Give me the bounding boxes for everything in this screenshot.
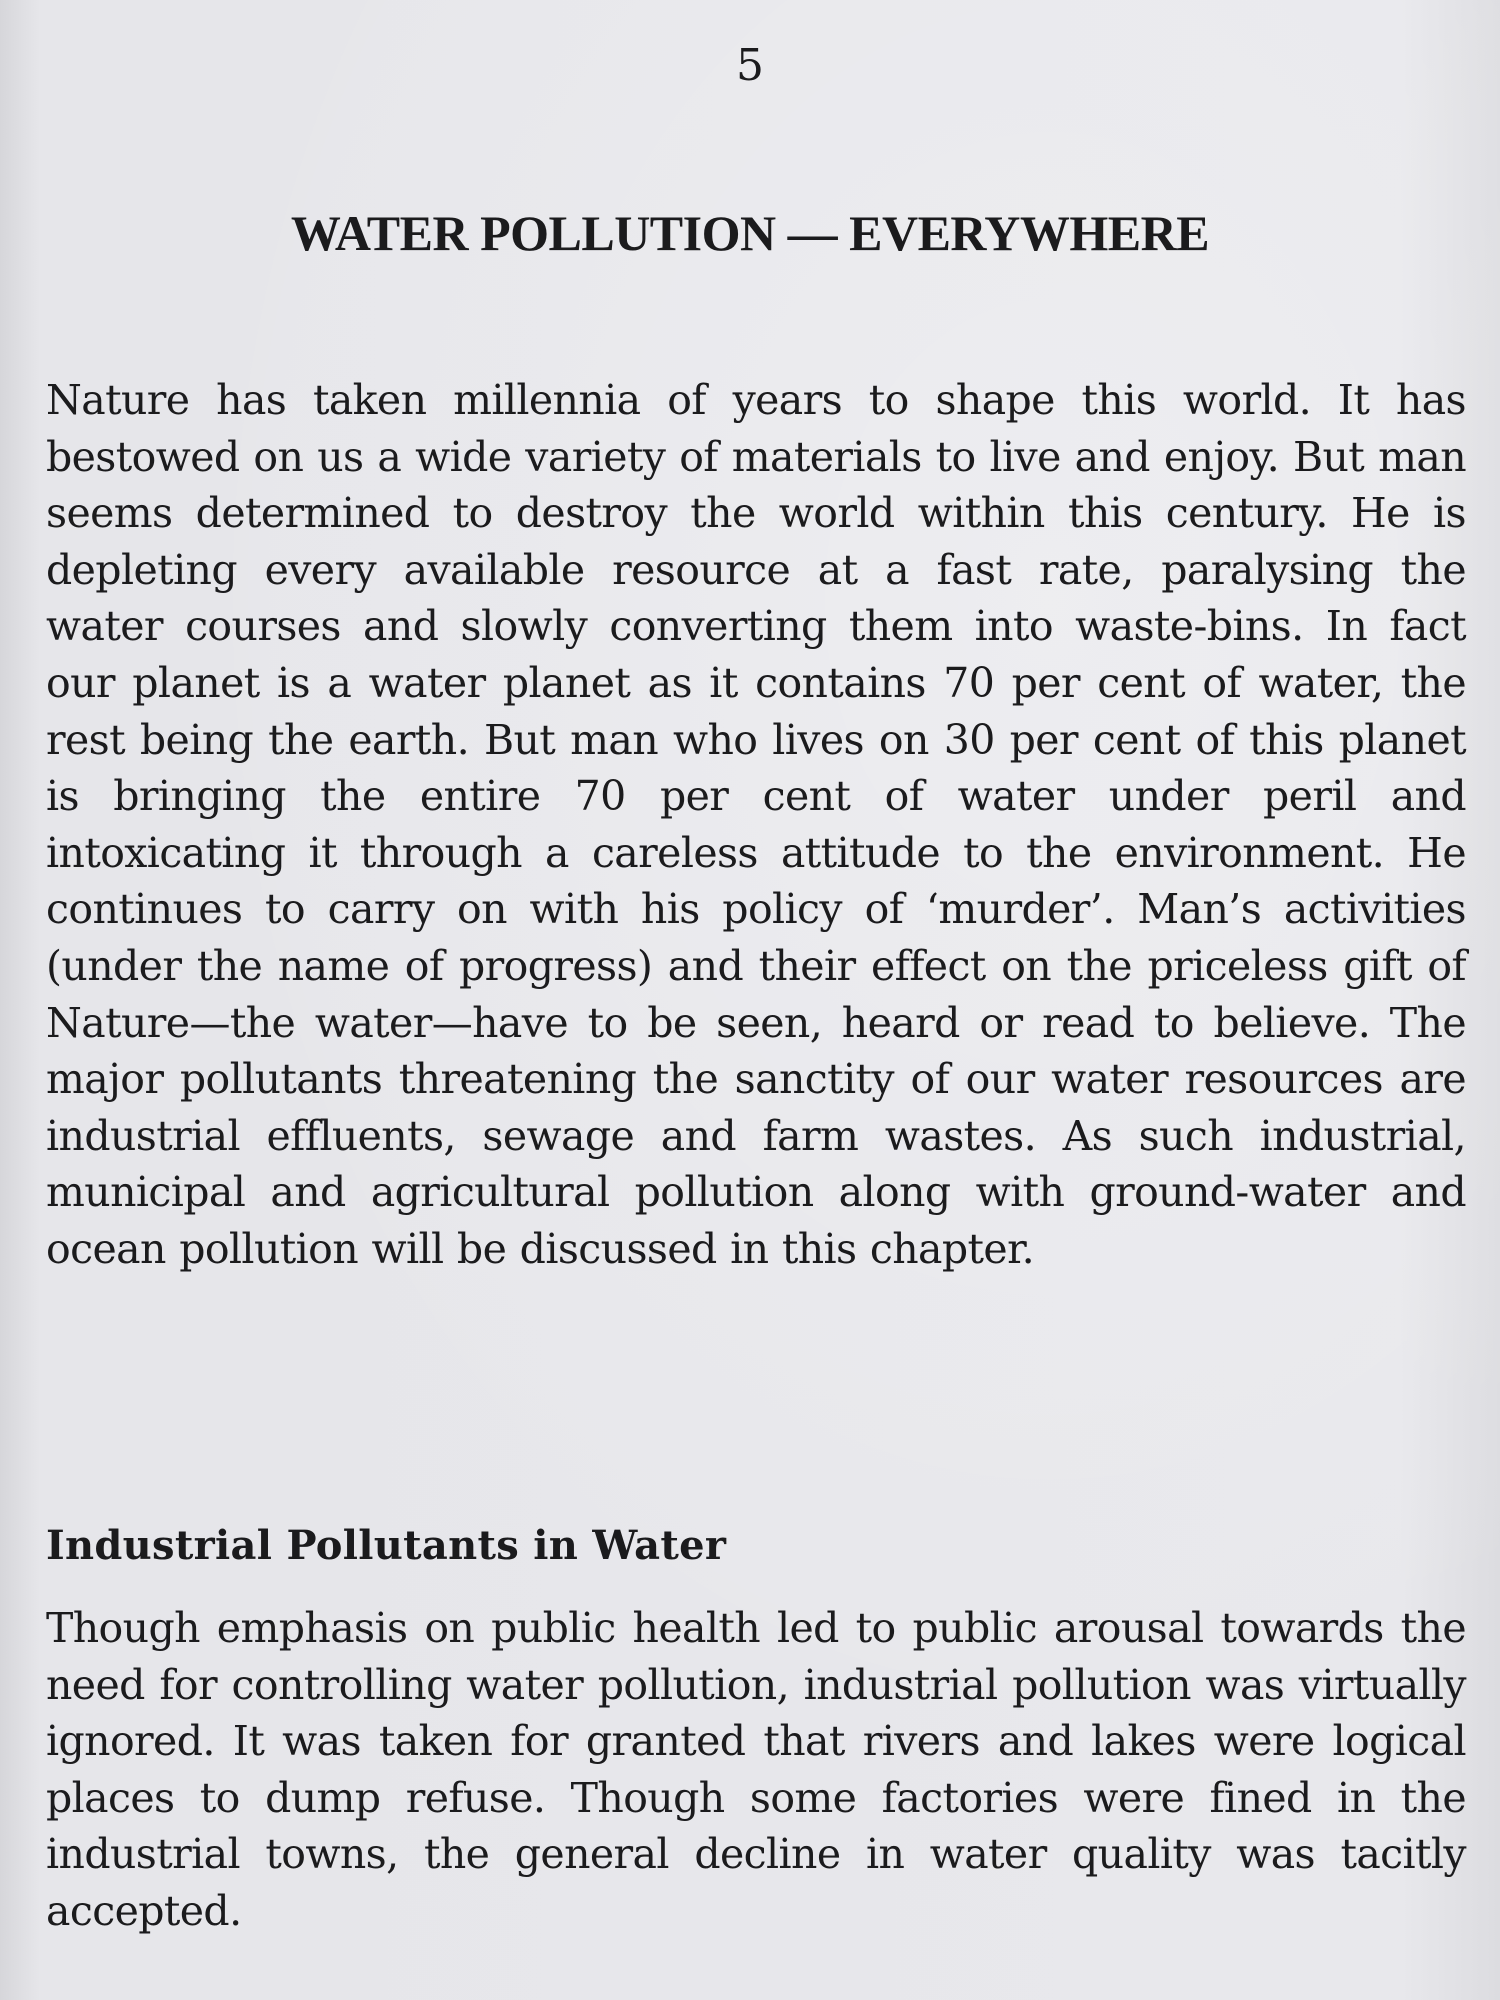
intro-paragraph: Nature has taken millennia of years to shape this world. It has bestowed on us a wide variety of materials to live and enjoy. But man seems determined to destroy the world within this century. He is depleting every available resource at a fast rate, paralysing the water courses and slowly converting them into waste-bins. In fact our planet is a water planet as it contains 70 per cent of water, the rest being the earth. But man who lives on 30 per cent of this planet is bringing the entire 70 per cent of water under peril and intoxicating it through a careless attitude to the environment. He continues to carry on with his policy of ‘murder’. Man’s activities (under the name of progress) and their effect on the priceless gift of Nature—the water—have to be seen, heard or read to believe. The major pollutants threatening the sanctity of our water resources are industrial effluents, sewage and farm wastes. As such industrial, municipal and agricultural pollution along with ground-water and ocean pollution will be discussed in this chapter. <box>46 376 1466 1273</box>
chapter-title: WATER POLLUTION — EVERYWHERE <box>290 205 1210 261</box>
section-paragraph: Though emphasis on public health led to public arousal towards the need for controlling water pollution, industrial pollution was virtually ignored. It was taken for granted that rivers and lakes were logical places to dump refuse. Though some factories were fined in the industrial towns, the general decline in water quality was tacitly accepted. <box>46 1604 1466 1935</box>
page-number: 5 <box>736 40 764 91</box>
section-heading: Industrial Pollutants in Water <box>46 1522 727 1569</box>
